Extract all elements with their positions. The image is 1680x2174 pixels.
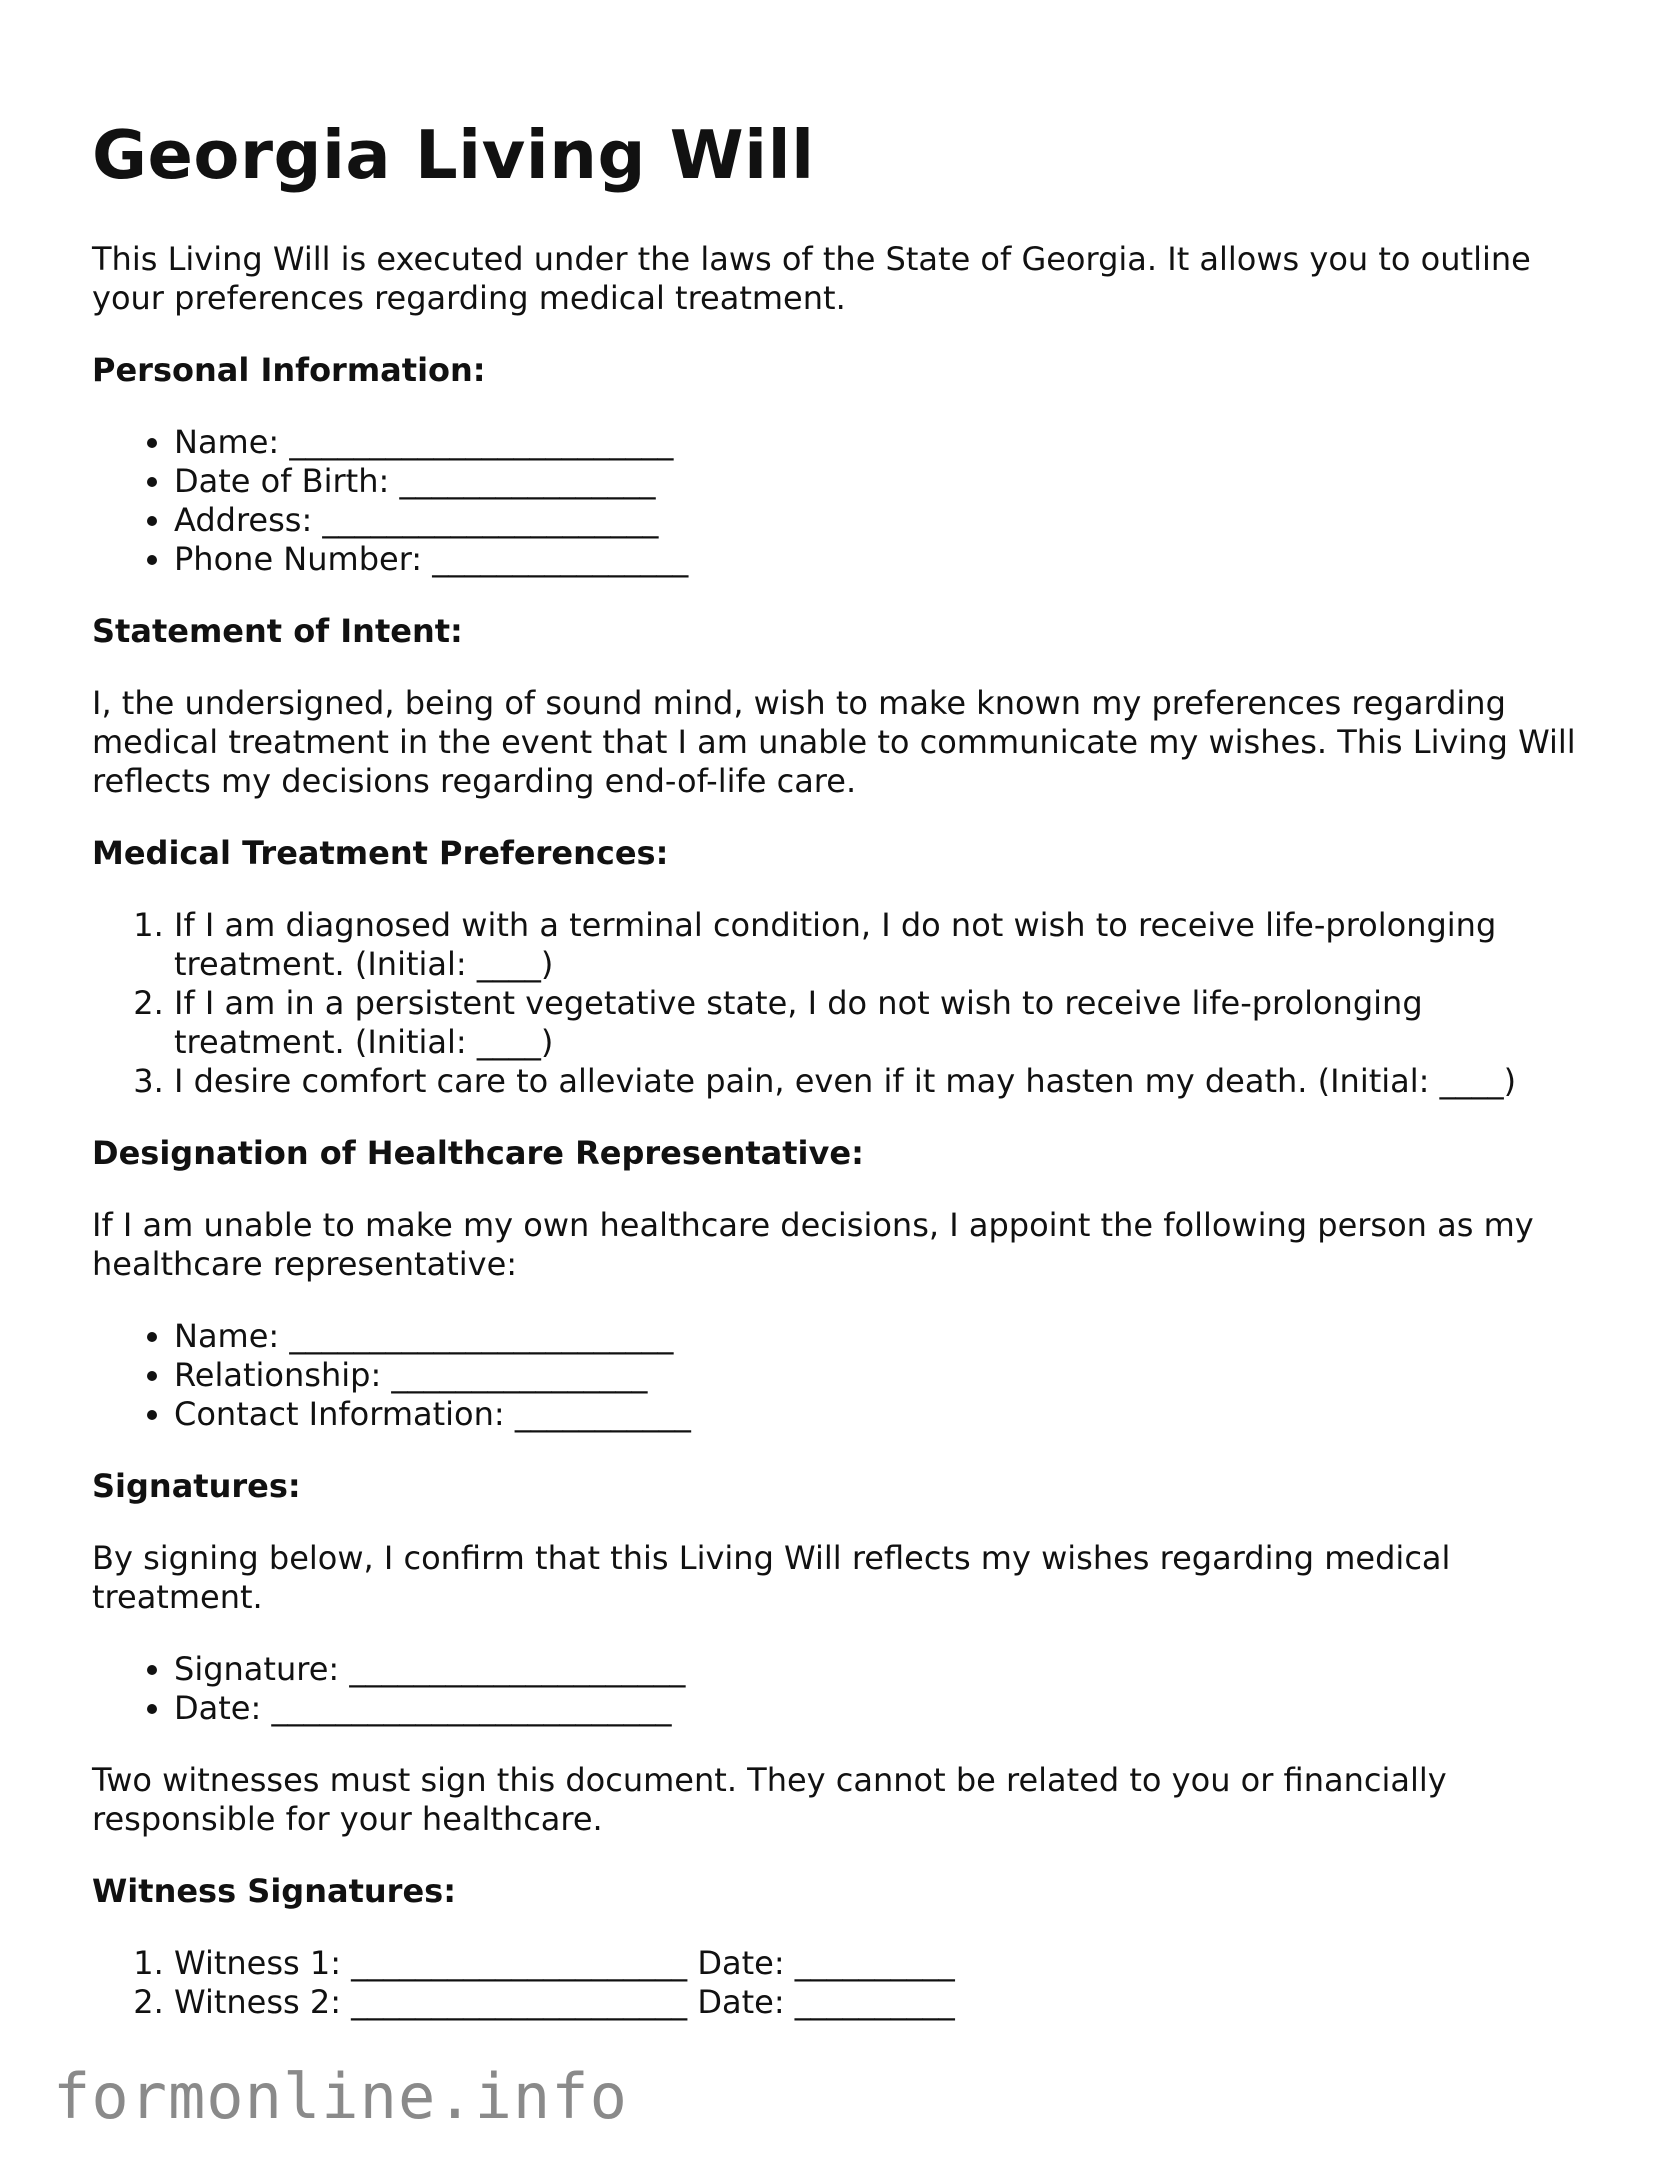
- personal-info-list: [92, 423, 1592, 579]
- witness-2-field: 2. Witness 2: _____________________ Date: __________: [174, 1983, 1592, 2022]
- intro-paragraph: This Living Will is executed under the laws of the State of Georgia. It allows you to outline your preferences regarding medical treatment.: [92, 240, 1531, 317]
- treatment-item-comfort: 3. I desire comfort care to alleviate pain, even if it may hasten my death. (Initial: ____): [174, 1062, 1592, 1101]
- representative-heading: Designation of Healthcare Representative:: [92, 1134, 864, 1172]
- intent-paragraph: I, the undersigned, being of sound mind, wish to make known my preferences regarding medical treatment in the event that I am unable to communicate my wishes. This Living Will reflects my decisions regarding end-of-life care.: [92, 684, 1576, 800]
- representative-contact-field: • Contact Information: ___________: [174, 1395, 1592, 1434]
- personal-name-field: • Name: ________________________: [174, 423, 1592, 462]
- signature-date-field: • Date: _________________________: [174, 1689, 1592, 1728]
- representative-relationship-field: • Relationship: ________________: [174, 1356, 1592, 1395]
- signatures-paragraph: By signing below, I confirm that this Living Will reflects my wishes regarding medical treatment.: [92, 1539, 1451, 1616]
- personal-address-field: • Address: _____________________: [174, 501, 1592, 540]
- document-page: [92, 110, 1592, 2055]
- representative-paragraph: If I am unable to make my own healthcare decisions, I appoint the following person as my healthcare representative:: [92, 1206, 1534, 1283]
- intent-heading: Statement of Intent:: [92, 612, 463, 650]
- treatment-list: [92, 906, 1592, 1101]
- personal-dob-field: • Date of Birth: ________________: [174, 462, 1592, 501]
- representative-list: [92, 1317, 1592, 1434]
- treatment-item-terminal: 1. If I am diagnosed with a terminal condition, I do not wish to receive life-prolonging treatment. (Initial: ____): [174, 906, 1592, 984]
- treatment-heading: Medical Treatment Preferences:: [92, 834, 669, 872]
- representative-name-field: • Name: ________________________: [174, 1317, 1592, 1356]
- witness-1-field: 1. Witness 1: _____________________ Date: __________: [174, 1944, 1592, 1983]
- treatment-item-vegetative: 2. If I am in a persistent vegetative state, I do not wish to receive life-prolonging treatment. (Initial: ____): [174, 984, 1592, 1062]
- watermark-text: formonline.info: [53, 2060, 628, 2133]
- witness-heading: Witness Signatures:: [92, 1872, 456, 1910]
- signatures-list: [92, 1650, 1592, 1728]
- signature-field: • Signature: _____________________: [174, 1650, 1592, 1689]
- personal-phone-field: • Phone Number: ________________: [174, 540, 1592, 579]
- witness-note-paragraph: Two witnesses must sign this document. They cannot be related to you or financially responsible for your healthcare.: [92, 1761, 1447, 1838]
- document-title: Georgia Living Will: [92, 116, 815, 194]
- signatures-heading: Signatures:: [92, 1467, 301, 1505]
- witness-list: [92, 1944, 1592, 2022]
- personal-info-heading: Personal Information:: [92, 351, 486, 389]
